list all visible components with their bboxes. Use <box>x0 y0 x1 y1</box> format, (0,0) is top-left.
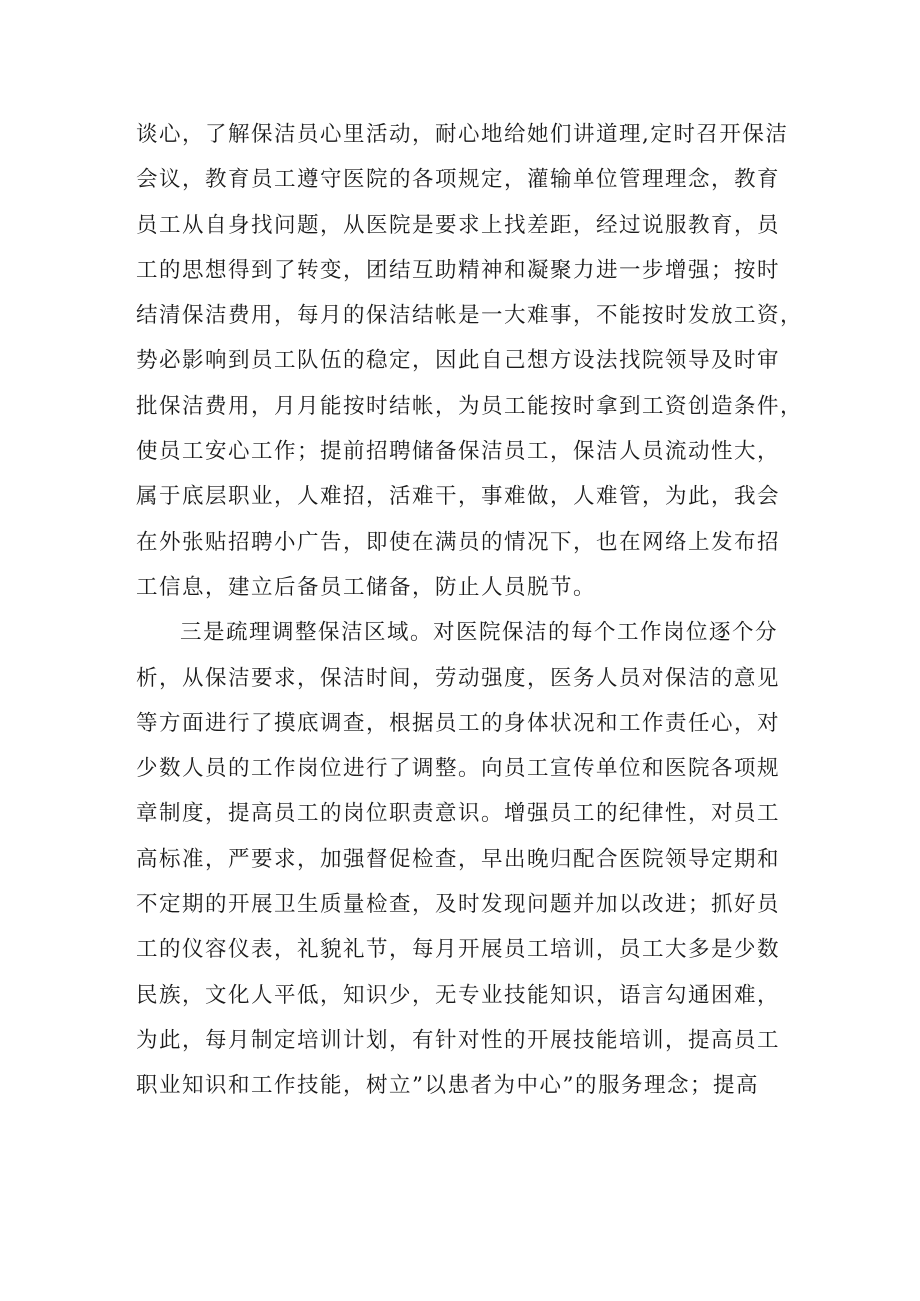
text-line: 势必影响到员工队伍的稳定，因此自己想方设法找院领导及时审 <box>136 348 781 374</box>
text-line: 不定期的开展卫生质量检查，及时发现问题并加以改进；抓好员 <box>136 892 781 918</box>
paragraph-2 <box>136 610 796 1108</box>
text-line: 在外张贴招聘小广告，即使在满员的情况下，也在网络上发布招 <box>136 529 781 555</box>
text-line: 章制度，提高员工的岗位职责意识。增强员工的纪律性，对员工 <box>136 801 781 827</box>
text-line: 属于底层职业，人难招，活难干，事难做，人难管，为此，我会 <box>136 484 781 510</box>
text-line: 高标准，严要求，加强督促检查，早出晚归配合医院领导定期和 <box>136 846 781 872</box>
paragraph-1 <box>136 112 804 610</box>
text-line: 谈心，了解保洁员心里活动，耐心地给她们讲道理,定时召开保洁 <box>136 122 789 147</box>
document-body <box>136 112 804 1109</box>
text-line: 工的思想得到了转变，团结互助精神和凝聚力进一步增强；按时 <box>136 257 781 283</box>
text-line: 工信息，建立后备员工储备，防止人员脱节。 <box>136 574 597 600</box>
text-line: 少数人员的工作岗位进行了调整。向员工宣传单位和医院各项规 <box>136 756 781 782</box>
text-line: 职业知识和工作技能，树立”以患者为中心”的服务理念；提高 <box>136 1073 759 1099</box>
text-line: 员工从自身找问题，从医院是要求上找差距，经过说服教育，员 <box>136 212 781 238</box>
text-line: 工的仪容仪表，礼貌礼节，每月开展员工培训，员工大多是少数 <box>136 937 781 963</box>
text-line: 三是疏理调整保洁区域。对医院保洁的每个工作岗位逐个分 <box>180 620 779 646</box>
text-line: 批保洁费用，月月能按时结帐，为员工能按时拿到工资创造条件， <box>136 393 804 419</box>
text-line: 等方面进行了摸底调查，根据员工的身体状况和工作责任心，对 <box>136 710 781 736</box>
text-line: 结清保洁费用，每月的保洁结帐是一大难事，不能按时发放工资， <box>136 303 804 329</box>
text-line: 民族，文化人平低，知识少，无专业技能知识，语言勾通困难， <box>136 982 781 1008</box>
text-line: 使员工安心工作；提前招聘储备保洁员工，保洁人员流动性大， <box>136 439 781 465</box>
text-line: 为此，每月制定培训计划，有针对性的开展技能培训，提高员工 <box>136 1027 781 1053</box>
text-line: 析，从保洁要求，保洁时间，劳动强度，医务人员对保洁的意见 <box>136 665 781 691</box>
text-line: 会议，教育员工遵守医院的各项规定，灌输单位管理理念，教育 <box>136 167 781 193</box>
